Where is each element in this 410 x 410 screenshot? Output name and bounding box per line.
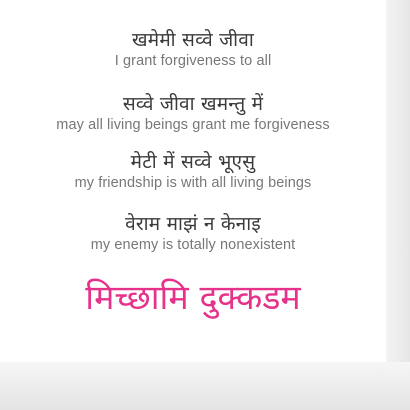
- verse-4-english: my enemy is totally nonexistent: [90, 237, 296, 253]
- bottom-shadow-strip: [0, 362, 410, 410]
- michhami-dukkadam-title: मिच्छामि दुक्कडम: [85, 278, 301, 318]
- verse-1: [0, 28, 386, 70]
- verse-1-prakrit: खमेमी सव्वे जीवा: [132, 29, 254, 51]
- verse-1-english: I grant forgiveness to all: [114, 53, 272, 69]
- verse-2-english: may all living beings grant me forgiveness: [56, 117, 330, 133]
- verse-4-prakrit: वेराम माझं न केनाइ: [125, 213, 261, 235]
- verse-2: [0, 92, 386, 134]
- verse-4: [0, 212, 386, 254]
- verse-3-english: my friendship is with all living beings: [74, 175, 312, 191]
- verse-2-prakrit: सव्वे जीवा खमन्तु में: [122, 93, 264, 115]
- verse-3-prakrit: मेटी में सव्वे भूएसु: [130, 151, 256, 173]
- right-shadow-strip: [386, 0, 410, 362]
- verse-3: [0, 150, 386, 192]
